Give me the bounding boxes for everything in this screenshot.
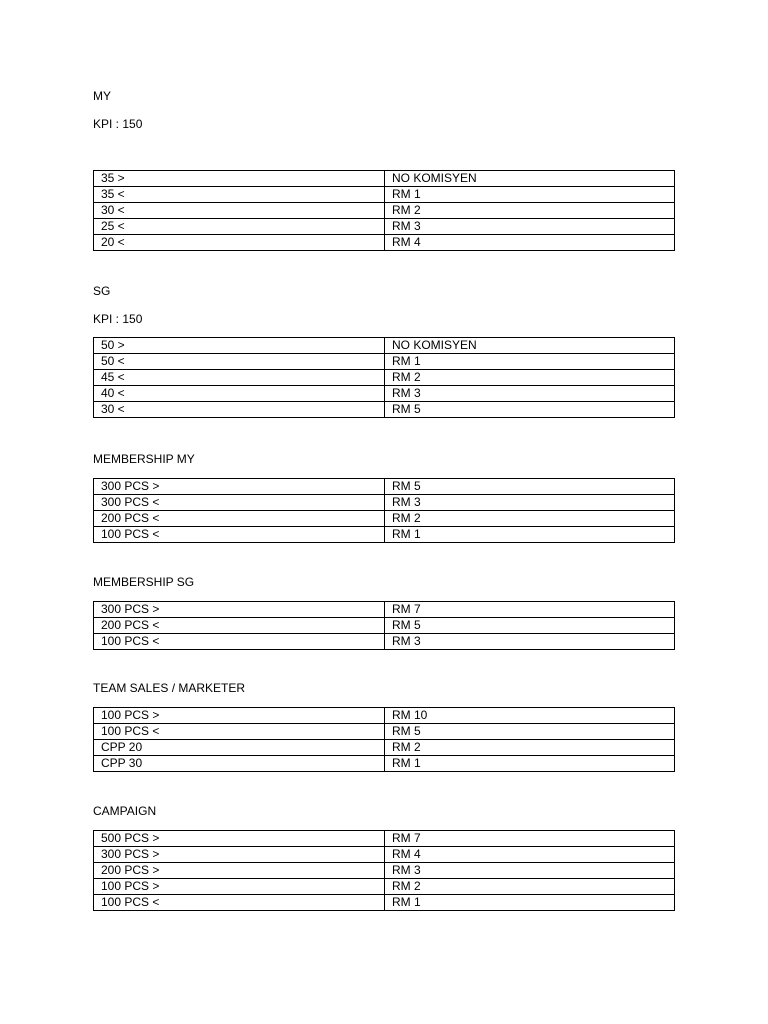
table-cell: 30 < — [94, 402, 385, 418]
table-cell: 200 PCS < — [94, 618, 385, 634]
commission-table-sg — [93, 337, 675, 418]
table-cell: 100 PCS < — [94, 895, 385, 911]
table-row — [94, 708, 675, 724]
table-cell: RM 1 — [385, 895, 675, 911]
table-cell: 25 < — [94, 219, 385, 235]
table-cell: 35 < — [94, 187, 385, 203]
table-row — [94, 602, 675, 618]
table-cell: 100 PCS < — [94, 634, 385, 650]
table-row — [94, 495, 675, 511]
table-row — [94, 511, 675, 527]
table-cell: CPP 30 — [94, 756, 385, 772]
table-row — [94, 479, 675, 495]
table-cell: RM 1 — [385, 187, 675, 203]
section-heading-sg: SG — [93, 284, 111, 298]
table-cell: RM 3 — [385, 863, 675, 879]
table-cell: RM 1 — [385, 756, 675, 772]
table-cell: 100 PCS < — [94, 724, 385, 740]
table-cell: 300 PCS > — [94, 602, 385, 618]
table-cell: RM 5 — [385, 724, 675, 740]
table-cell: RM 5 — [385, 479, 675, 495]
table-cell: RM 2 — [385, 511, 675, 527]
table-cell: RM 7 — [385, 602, 675, 618]
table-cell: 500 PCS > — [94, 831, 385, 847]
section-heading-team-sales: TEAM SALES / MARKETER — [93, 681, 246, 695]
table-row — [94, 402, 675, 418]
table-cell: RM 3 — [385, 495, 675, 511]
table-cell: RM 1 — [385, 354, 675, 370]
table-row — [94, 847, 675, 863]
table-row — [94, 203, 675, 219]
table-cell: 40 < — [94, 386, 385, 402]
table-cell: RM 10 — [385, 708, 675, 724]
commission-table-campaign — [93, 830, 675, 911]
table-row — [94, 171, 675, 187]
table-row — [94, 354, 675, 370]
table-cell: RM 7 — [385, 831, 675, 847]
table-cell: 200 PCS > — [94, 863, 385, 879]
table-row — [94, 338, 675, 354]
table-cell: RM 2 — [385, 370, 675, 386]
table-cell: 200 PCS < — [94, 511, 385, 527]
table-cell: 300 PCS > — [94, 847, 385, 863]
kpi-label-sg: KPI : 150 — [93, 312, 143, 326]
commission-table-membership-sg — [93, 601, 675, 650]
section-heading-campaign: CAMPAIGN — [93, 804, 157, 818]
table-cell: 35 > — [94, 171, 385, 187]
table-row — [94, 756, 675, 772]
kpi-label-my: KPI : 150 — [93, 117, 143, 131]
table-row — [94, 527, 675, 543]
table-row — [94, 831, 675, 847]
table-row — [94, 370, 675, 386]
table-cell: RM 4 — [385, 847, 675, 863]
table-cell: 20 < — [94, 235, 385, 251]
table-row — [94, 895, 675, 911]
table-cell: RM 5 — [385, 402, 675, 418]
table-cell: RM 2 — [385, 879, 675, 895]
table-cell: NO KOMISYEN — [385, 171, 675, 187]
table-cell: 100 PCS < — [94, 527, 385, 543]
table-row — [94, 724, 675, 740]
table-cell: RM 3 — [385, 219, 675, 235]
table-row — [94, 740, 675, 756]
table-cell: NO KOMISYEN — [385, 338, 675, 354]
table-cell: CPP 20 — [94, 740, 385, 756]
table-row — [94, 235, 675, 251]
table-row — [94, 386, 675, 402]
table-row — [94, 863, 675, 879]
section-heading-membership-sg: MEMBERSHIP SG — [93, 575, 195, 589]
table-cell: 50 < — [94, 354, 385, 370]
table-cell: 100 PCS > — [94, 708, 385, 724]
table-cell: RM 2 — [385, 740, 675, 756]
section-heading-my: MY — [93, 89, 111, 103]
table-cell: 50 > — [94, 338, 385, 354]
commission-table-team-sales — [93, 707, 675, 772]
table-cell: 30 < — [94, 203, 385, 219]
section-heading-membership-my: MEMBERSHIP MY — [93, 452, 195, 466]
table-row — [94, 219, 675, 235]
table-cell: RM 3 — [385, 634, 675, 650]
table-cell: RM 1 — [385, 527, 675, 543]
table-row — [94, 879, 675, 895]
commission-table-membership-my — [93, 478, 675, 543]
table-cell: 300 PCS > — [94, 479, 385, 495]
table-cell: RM 3 — [385, 386, 675, 402]
table-cell: RM 5 — [385, 618, 675, 634]
table-cell: 300 PCS < — [94, 495, 385, 511]
table-row — [94, 634, 675, 650]
table-cell: RM 2 — [385, 203, 675, 219]
table-cell: 100 PCS > — [94, 879, 385, 895]
table-row — [94, 618, 675, 634]
table-cell: 45 < — [94, 370, 385, 386]
table-row — [94, 187, 675, 203]
commission-table-my — [93, 170, 675, 251]
table-cell: RM 4 — [385, 235, 675, 251]
